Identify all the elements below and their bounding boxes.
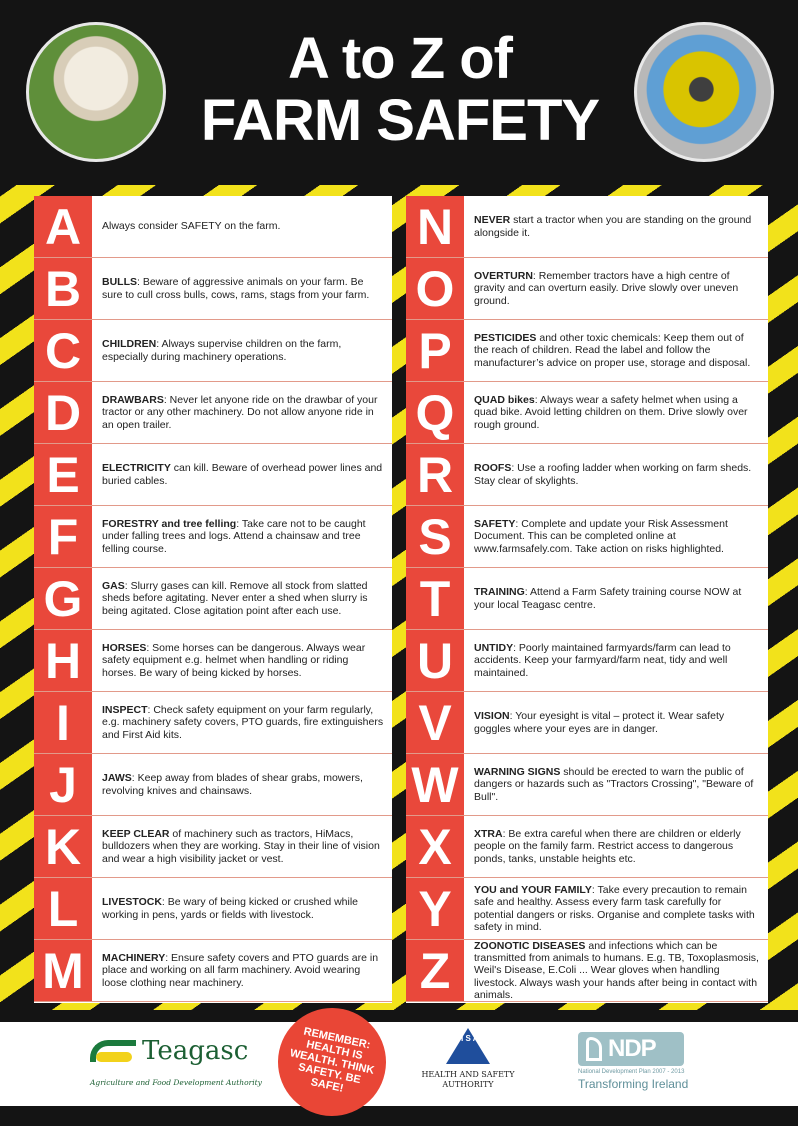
letter-y: Y	[406, 878, 464, 939]
safety-keyword: PESTICIDES	[474, 332, 537, 345]
safety-row-l	[34, 878, 392, 940]
safety-keyword: WARNING SIGNS	[474, 766, 561, 779]
hsa-logo	[408, 1028, 528, 1098]
safety-keyword: KEEP CLEAR	[102, 828, 170, 841]
safety-keyword: BULLS	[102, 276, 137, 289]
safety-row-j	[34, 754, 392, 816]
safety-tip-text: : Always wear a safety helmet when using a quad bike. Avoid letting children on them. Drive slowly over rough ground.	[474, 394, 748, 431]
safety-keyword: CHILDREN	[102, 338, 157, 351]
ndp-text: NDP	[608, 1035, 656, 1062]
letter-t: T	[406, 568, 464, 629]
safety-tip-paragraph	[102, 952, 384, 989]
safety-keyword: TRAINING	[474, 586, 525, 599]
left-safety-column	[34, 196, 392, 1003]
safety-keyword: JAWS	[102, 772, 132, 785]
safety-tip-text: : Take every precaution to remain safe and healthy. Assess every farm task carefully for potential dangers or risks. Organise and complete tasks with safety in mind.	[474, 884, 755, 933]
safety-tip-h	[92, 630, 392, 691]
safety-keyword: MACHINERY	[102, 952, 166, 965]
hsa-letters: H S A	[457, 1034, 479, 1043]
safety-tip-s	[464, 506, 768, 567]
safety-keyword: ROOFS	[474, 462, 512, 475]
letter-f: F	[34, 506, 92, 567]
safety-row-u	[406, 630, 768, 692]
safety-tip-text: : Be wary of being kicked or crushed while working in pens, yards or fields with livestock.	[102, 896, 359, 921]
safety-tip-paragraph	[102, 642, 384, 679]
safety-tip-f	[92, 506, 392, 567]
letter-u: U	[406, 630, 464, 691]
safety-tip-text: can kill. Beware of overhead power lines and buried cables.	[102, 462, 383, 487]
safety-row-e	[34, 444, 392, 506]
safety-tip-paragraph	[474, 462, 760, 486]
safety-tip-text: of machinery such as tractors, HiMacs, bulldozers when they are working. Stay in their line of vision and wear a high visibility jacket or vest.	[102, 828, 380, 865]
safety-row-g	[34, 568, 392, 630]
letter-w: W	[406, 754, 464, 815]
safety-tip-paragraph	[102, 338, 384, 362]
safety-keyword: FORESTRY and tree felling	[102, 518, 237, 531]
letter-i: I	[34, 692, 92, 753]
safety-tip-text: : Beware of aggressive animals on your farm. Be sure to cull cross bulls, cows, rams, stags from your farm.	[102, 276, 370, 301]
safety-keyword: SAFETY	[474, 518, 516, 531]
safety-tip-i	[92, 692, 392, 753]
letter-r: R	[406, 444, 464, 505]
safety-tip-n	[464, 196, 768, 257]
safety-keyword: OVERTURN	[474, 270, 533, 283]
letter-c: C	[34, 320, 92, 381]
letter-z: Z	[406, 940, 464, 1001]
title-line-1: A to Z of	[288, 26, 512, 91]
safety-tip-text: and other toxic chemicals: Keep them out of the reach of children. Read the label and follow the manufacturer’s advice on proper use, storage and disposal.	[474, 332, 751, 369]
teagasc-mark-accent-icon	[96, 1052, 132, 1062]
safety-tip-c	[92, 320, 392, 381]
safety-tip-p	[464, 320, 768, 381]
safety-tip-paragraph	[474, 586, 760, 610]
safety-keyword: UNTIDY	[474, 642, 514, 655]
teagasc-subtitle: Agriculture and Food Development Authority	[90, 1078, 262, 1087]
safety-keyword: LIVESTOCK	[102, 896, 162, 909]
safety-tip-text: : Check safety equipment on your farm regularly, e.g. machinery safety covers, PTO guards, fire extinguishers and First Aid kits.	[102, 704, 384, 741]
safety-tip-q	[464, 382, 768, 443]
safety-tip-z	[464, 940, 768, 1001]
remember-badge: REMEMBER: HEALTH IS WEALTH. THINK SAFETY. BE SAFE!	[268, 998, 396, 1126]
ndp-subtitle: National Development Plan 2007 - 2013	[578, 1069, 685, 1075]
safety-tip-text: : Be extra careful when there are children or elderly people on the family farm. Restrict access to dangerous ponds, tanks, unstable heights etc.	[474, 828, 741, 865]
safety-tip-paragraph	[102, 704, 384, 741]
safety-tip-paragraph	[102, 896, 384, 920]
ndp-badge	[578, 1032, 684, 1066]
safety-tip-paragraph	[474, 214, 760, 238]
safety-row-v	[406, 692, 768, 754]
safety-tip-text: : Remember tractors have a high centre of gravity and can overturn easily. Drive slowly over uneven ground.	[474, 270, 739, 307]
teagasc-name: Teagasc	[142, 1036, 249, 1066]
ndp-tagline: Transforming Ireland	[578, 1077, 689, 1091]
safety-tip-w	[464, 754, 768, 815]
title-line-2: FARM SAFETY	[200, 88, 600, 153]
safety-tip-text: start a tractor when you are standing on the ground alongside it.	[474, 214, 752, 239]
safety-row-w	[406, 754, 768, 816]
safety-tip-r	[464, 444, 768, 505]
safety-row-d	[34, 382, 392, 444]
safety-tip-b	[92, 258, 392, 319]
bull-photo	[26, 22, 166, 162]
safety-tip-text: : Never let anyone ride on the drawbar of your tractor or any other machinery. Do not allow anyone ride in an open trailer.	[102, 394, 378, 431]
letter-h: H	[34, 630, 92, 691]
safety-row-b	[34, 258, 392, 320]
letter-b: B	[34, 258, 92, 319]
safety-row-t	[406, 568, 768, 630]
safety-tip-paragraph	[102, 518, 384, 555]
letter-g: G	[34, 568, 92, 629]
footer-bar	[0, 1106, 798, 1126]
safety-tip-paragraph	[474, 940, 760, 1001]
safety-tip-paragraph	[474, 766, 760, 803]
safety-row-z	[406, 940, 768, 1002]
safety-row-k	[34, 816, 392, 878]
teagasc-logo	[90, 1030, 262, 1095]
safety-keyword: ELECTRICITY	[102, 462, 171, 475]
safety-row-i	[34, 692, 392, 754]
letter-l: L	[34, 878, 92, 939]
safety-tip-t	[464, 568, 768, 629]
safety-row-h	[34, 630, 392, 692]
safety-tip-paragraph	[102, 462, 384, 486]
poster-header	[0, 0, 798, 185]
safety-keyword: ZOONOTIC DISEASES	[474, 940, 586, 952]
safety-keyword: NEVER	[474, 214, 511, 227]
safety-tip-o	[464, 258, 768, 319]
safety-tip-paragraph	[474, 394, 760, 431]
safety-row-a	[34, 196, 392, 258]
letter-m: M	[34, 940, 92, 1001]
safety-tip-text: : Attend a Farm Safety training course NOW at your local Teagasc centre.	[474, 586, 742, 611]
safety-tip-paragraph	[102, 394, 384, 431]
harp-icon	[586, 1037, 602, 1061]
right-safety-column	[406, 196, 768, 1003]
letter-k: K	[34, 816, 92, 877]
safety-tip-paragraph	[474, 884, 760, 933]
safety-tip-k	[92, 816, 392, 877]
safety-tip-paragraph	[474, 828, 760, 865]
letter-o: O	[406, 258, 464, 319]
safety-tip-v	[464, 692, 768, 753]
safety-tip-y	[464, 878, 768, 939]
safety-tip-text: : Your eyesight is vital – protect it. Wear safety goggles where your eyes are in danger.	[474, 710, 725, 735]
safety-keyword: XTRA	[474, 828, 503, 841]
safety-tip-e	[92, 444, 392, 505]
safety-tip-a	[92, 196, 392, 257]
safety-tip-paragraph	[474, 518, 760, 555]
safety-tip-paragraph	[102, 580, 384, 617]
safety-tip-j	[92, 754, 392, 815]
safety-tip-text: : Complete and update your Risk Assessment Document. This can be completed online at www.farmsafely.com. Take action on risks highlighted.	[474, 518, 728, 555]
letter-n: N	[406, 196, 464, 257]
safety-tip-d	[92, 382, 392, 443]
safety-tip-text: : Some horses can be dangerous. Always wear safety equipment e.g. helmet when handling or riding horses. Be wary of being kicked by horses.	[102, 642, 366, 679]
pto-shaft-photo	[634, 22, 774, 162]
safety-tip-x	[464, 816, 768, 877]
hsa-name: HEALTH AND SAFETY AUTHORITY	[421, 1070, 515, 1089]
letter-s: S	[406, 506, 464, 567]
letter-v: V	[406, 692, 464, 753]
safety-row-n	[406, 196, 768, 258]
safety-tip-text: : Keep away from blades of shear grabs, mowers, revolving knives and chainsaws.	[102, 772, 363, 797]
safety-tip-text: should be erected to warn the public of dangers or hazards such as "Tractors Crossing", "Beware of Bull".	[474, 766, 754, 803]
ndp-logo	[578, 1032, 708, 1098]
letter-j: J	[34, 754, 92, 815]
safety-tip-m	[92, 940, 392, 1001]
safety-tip-text: : Always supervise children on the farm, especially during machinery operations.	[102, 338, 342, 363]
safety-row-r	[406, 444, 768, 506]
safety-tip-text: : Take care not to be caught under falling trees and logs. Attend a chainsaw and tree felling course.	[102, 518, 366, 555]
safety-tip-paragraph	[102, 772, 384, 796]
safety-row-s	[406, 506, 768, 568]
letter-e: E	[34, 444, 92, 505]
safety-keyword: VISION	[474, 710, 510, 723]
safety-tip-g	[92, 568, 392, 629]
safety-tip-text: Always consider SAFETY on the farm.	[102, 220, 281, 233]
safety-row-c	[34, 320, 392, 382]
safety-tip-text: and infections which can be transmitted from animals to humans. E.g. TB, Toxoplasmosis, Weil's Disease, E.Coli ... Wear gloves when handling livestock. Always wash your hands after being in contact with animals.	[474, 940, 759, 1001]
safety-row-m	[34, 940, 392, 1002]
safety-row-x	[406, 816, 768, 878]
safety-tip-l	[92, 878, 392, 939]
safety-tip-paragraph	[102, 828, 384, 865]
safety-tip-text: : Use a roofing ladder when working on farm sheds. Stay clear of skylights.	[474, 462, 752, 487]
safety-tip-u	[464, 630, 768, 691]
letter-a: A	[34, 196, 92, 257]
safety-tip-paragraph	[102, 220, 280, 232]
letter-p: P	[406, 320, 464, 381]
safety-row-f	[34, 506, 392, 568]
poster-title	[150, 28, 650, 152]
safety-keyword: HORSES	[102, 642, 147, 655]
letter-x: X	[406, 816, 464, 877]
letter-d: D	[34, 382, 92, 443]
safety-tip-paragraph	[102, 276, 384, 300]
safety-tip-text: : Slurry gases can kill. Remove all stock from slatted sheds before agitating. Never enter a shed when slurry is being agitated. Close agitation point after each use.	[102, 580, 368, 617]
safety-tip-text: : Ensure safety covers and PTO guards are in place and working on all farm machinery. Avoid wearing loose clothing near machinery.	[102, 952, 379, 989]
safety-tip-paragraph	[474, 270, 760, 307]
safety-row-q	[406, 382, 768, 444]
safety-row-p	[406, 320, 768, 382]
safety-keyword: YOU and YOUR FAMILY	[474, 884, 592, 897]
safety-keyword: QUAD bikes	[474, 394, 535, 407]
safety-keyword: INSPECT	[102, 704, 148, 717]
safety-tip-text: : Poorly maintained farmyards/farm can lead to accidents. Keep your farmyard/farm neat, tidy and well maintained.	[474, 642, 731, 679]
safety-row-y	[406, 878, 768, 940]
safety-tip-paragraph	[474, 332, 760, 369]
letter-q: Q	[406, 382, 464, 443]
safety-keyword: GAS	[102, 580, 125, 593]
safety-row-o	[406, 258, 768, 320]
safety-tip-paragraph	[474, 642, 760, 679]
safety-tip-paragraph	[474, 710, 760, 734]
safety-keyword: DRAWBARS	[102, 394, 164, 407]
